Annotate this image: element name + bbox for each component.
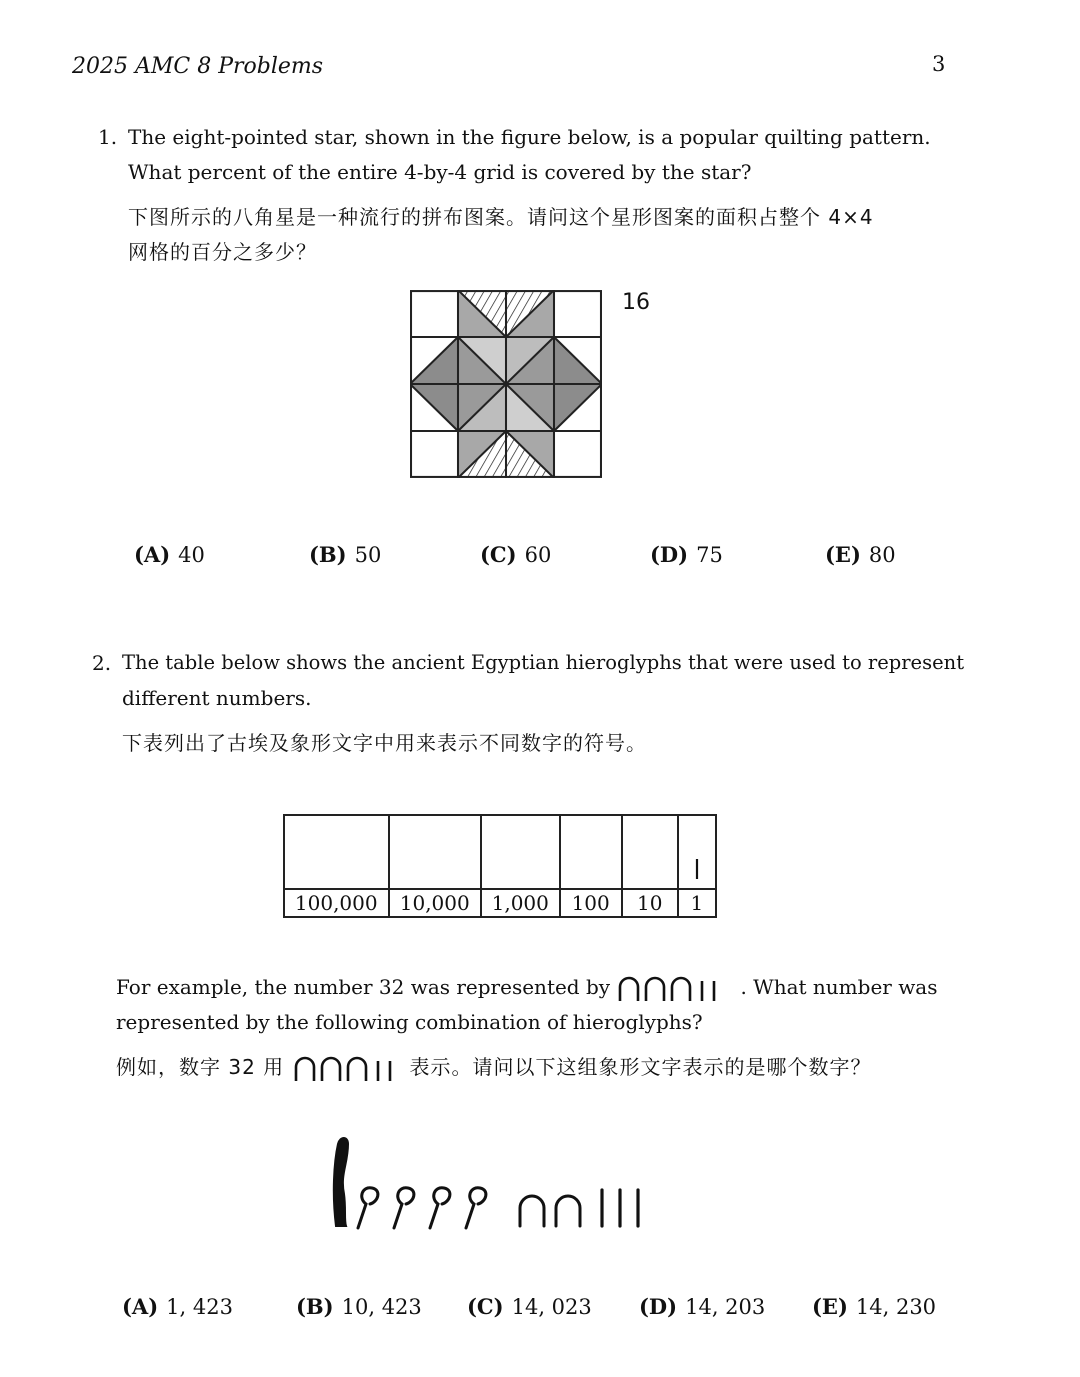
glyph-cell-10 (622, 815, 678, 889)
glyph-cell-100 (560, 815, 622, 889)
q2-choice-b[interactable]: (B) 10, 423 (296, 1294, 422, 1319)
page-header-title: 2025 AMC 8 Problems (72, 54, 324, 79)
value-row (284, 889, 716, 917)
q2-choice-a[interactable]: (A) 1, 423 (122, 1294, 233, 1319)
grid-lines (410, 290, 602, 478)
heel-bone-icon (520, 1196, 544, 1226)
q2-text-line1: The table below shows the ancient Egyptian hieroglyphs that were used to represent (122, 651, 965, 674)
table-value: 10 (622, 889, 678, 917)
q1-choice-c[interactable]: (C) 60 (480, 542, 552, 567)
q2-text-line2: different numbers. (122, 686, 312, 710)
q1-number: 1. (98, 125, 118, 149)
q1-text-line1: The eight-pointed star, shown in the figure below, is a popular quilting pattern. (128, 125, 931, 149)
glyph-cell-1000 (481, 815, 560, 889)
coil-rope-icon (430, 1188, 450, 1228)
hieroglyph-table (283, 814, 717, 918)
table-value: 1 (678, 889, 716, 917)
q2-choices (122, 1294, 936, 1319)
q1-cn-line1: 下图所示的八角星是一种流行的拼布图案。请问这个星形图案的面积占整个 4×4 (128, 205, 874, 229)
table-value: 10,000 (389, 889, 481, 917)
q1-cn-line2: 网格的百分之多少？ (128, 240, 317, 264)
glyph-cell-100000 (284, 815, 389, 889)
heel-bone-icon (556, 1196, 580, 1226)
heel-bone-icon (322, 1058, 340, 1081)
heel-bone-icon (672, 978, 690, 1001)
q1-choice-d[interactable]: (D) 75 (650, 542, 723, 567)
example-32-hieroglyphs (616, 975, 740, 1003)
q1-text-line2: What percent of the entire 4-by-4 grid is covered by the star? (128, 160, 752, 184)
q1-choice-e[interactable]: (E) 80 (825, 542, 896, 567)
coil-rope-icon (394, 1188, 414, 1228)
table-value: 100 (560, 889, 622, 917)
finger-icon (334, 1138, 348, 1226)
q2-cn-example: 例如，数字 32 用 表示。请问以下这组象形文字表示的是哪个数字？ (116, 1050, 872, 1084)
coil-rope-icon (358, 1188, 378, 1228)
q1-choices (134, 542, 896, 567)
q2-example-line2: represented by the following combination of hieroglyphs? (116, 1010, 703, 1034)
q2-example-line1: For example, the number 32 was represented by . What number was (116, 970, 938, 1004)
hieroglyph-combination (326, 1134, 666, 1230)
handwritten-note: 16 (622, 290, 650, 315)
coil-rope-icon (466, 1188, 486, 1228)
q2-number: 2. (92, 651, 112, 675)
heel-bone-icon (296, 1058, 314, 1081)
q1-choice-b[interactable]: (B) 50 (309, 542, 382, 567)
glyph-cell-10000 (389, 815, 481, 889)
glyph-row (284, 815, 716, 889)
q1-choice-a[interactable]: (A) 40 (134, 542, 205, 567)
page-number: 3 (932, 52, 946, 76)
glyph-cell-1 (678, 815, 716, 889)
heel-bone-icon (348, 1058, 366, 1081)
table-value: 100,000 (284, 889, 389, 917)
q2-choice-d[interactable]: (D) 14, 203 (639, 1294, 766, 1319)
heel-bone-icon (646, 978, 664, 1001)
table-value: 1,000 (481, 889, 560, 917)
cn-example-hieroglyphs (292, 1055, 410, 1083)
q2-choice-c[interactable]: (C) 14, 023 (467, 1294, 592, 1319)
quilt-star-figure (410, 290, 602, 478)
q2-choice-e[interactable]: (E) 14, 230 (812, 1294, 937, 1319)
q2-cn-line1: 下表列出了古埃及象形文字中用来表示不同数字的符号。 (122, 731, 647, 755)
heel-bone-icon (620, 978, 638, 1001)
stroke-icon (692, 857, 702, 883)
